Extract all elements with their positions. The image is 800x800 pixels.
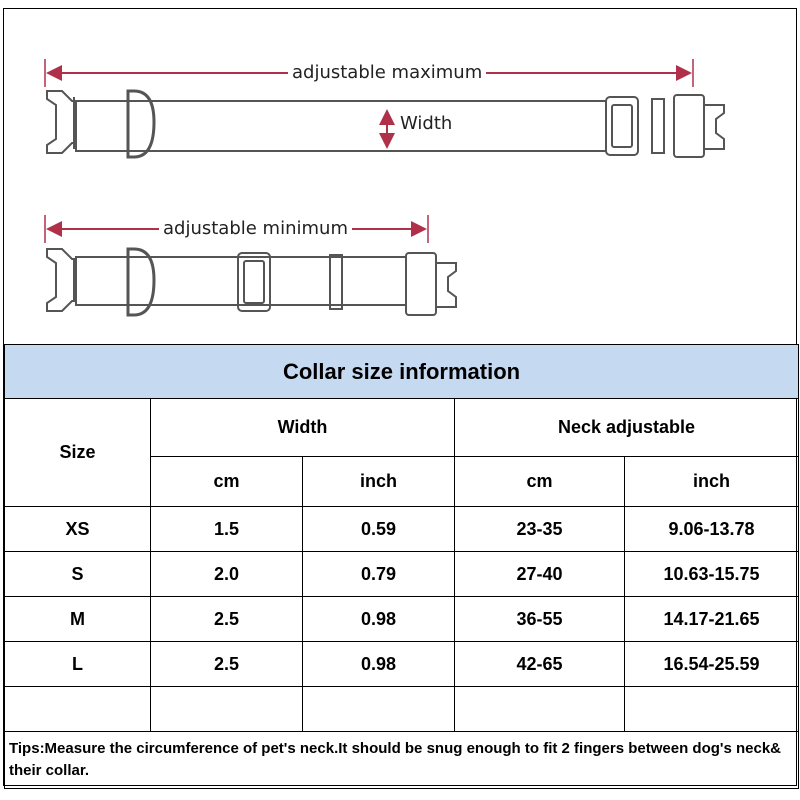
adjustable-minimum-label: adjustable minimum [159, 218, 352, 239]
collar-illustration [4, 9, 798, 344]
empty-cell [625, 687, 799, 732]
width-inch-cell: 0.59 [303, 507, 455, 552]
size-chart [3, 8, 797, 786]
size-table-wrap [4, 344, 796, 789]
empty-cell [5, 687, 151, 732]
empty-cell [303, 687, 455, 732]
neck-inch-cell: 9.06-13.78 [625, 507, 799, 552]
width-inch-cell: 0.98 [303, 642, 455, 687]
size-cell: S [5, 552, 151, 597]
adjustable-maximum-label: adjustable maximum [288, 62, 486, 83]
width-inch-cell: 0.98 [303, 597, 455, 642]
table-title-row [5, 345, 799, 399]
table-row [5, 597, 799, 642]
neck-cm-cell: 42-65 [455, 642, 625, 687]
width-label: Width [396, 113, 456, 134]
size-cell: L [5, 642, 151, 687]
size-cell: M [5, 597, 151, 642]
width-cm-cell: 2.5 [151, 642, 303, 687]
table-row [5, 642, 799, 687]
tips-row [5, 732, 799, 789]
neck-cm-header: cm [455, 457, 625, 507]
header-row-1 [5, 399, 799, 457]
width-cm-cell: 1.5 [151, 507, 303, 552]
collar-diagram [4, 9, 796, 344]
width-header: Width [151, 399, 455, 457]
neck-inch-cell: 16.54-25.59 [625, 642, 799, 687]
neck-inch-header: inch [625, 457, 799, 507]
table-row [5, 552, 799, 597]
neck-cm-cell: 23-35 [455, 507, 625, 552]
width-inch-cell: 0.79 [303, 552, 455, 597]
neck-cm-cell: 36-55 [455, 597, 625, 642]
width-cm-cell: 2.0 [151, 552, 303, 597]
neck-cm-cell: 27-40 [455, 552, 625, 597]
tips-text: Tips:Measure the circumference of pet's neck.It should be snug enough to fit 2 fingers between dog's neck& their collar. [5, 732, 799, 789]
max-collar [47, 91, 724, 157]
table-title: Collar size information [5, 345, 799, 399]
width-cm-header: cm [151, 457, 303, 507]
min-collar [47, 249, 456, 315]
size-cell: XS [5, 507, 151, 552]
size-table [4, 344, 799, 789]
empty-row [5, 687, 799, 732]
neck-header: Neck adjustable [455, 399, 799, 457]
size-header: Size [5, 399, 151, 507]
table-row [5, 507, 799, 552]
neck-inch-cell: 10.63-15.75 [625, 552, 799, 597]
empty-cell [455, 687, 625, 732]
neck-inch-cell: 14.17-21.65 [625, 597, 799, 642]
empty-cell [151, 687, 303, 732]
width-inch-header: inch [303, 457, 455, 507]
width-cm-cell: 2.5 [151, 597, 303, 642]
